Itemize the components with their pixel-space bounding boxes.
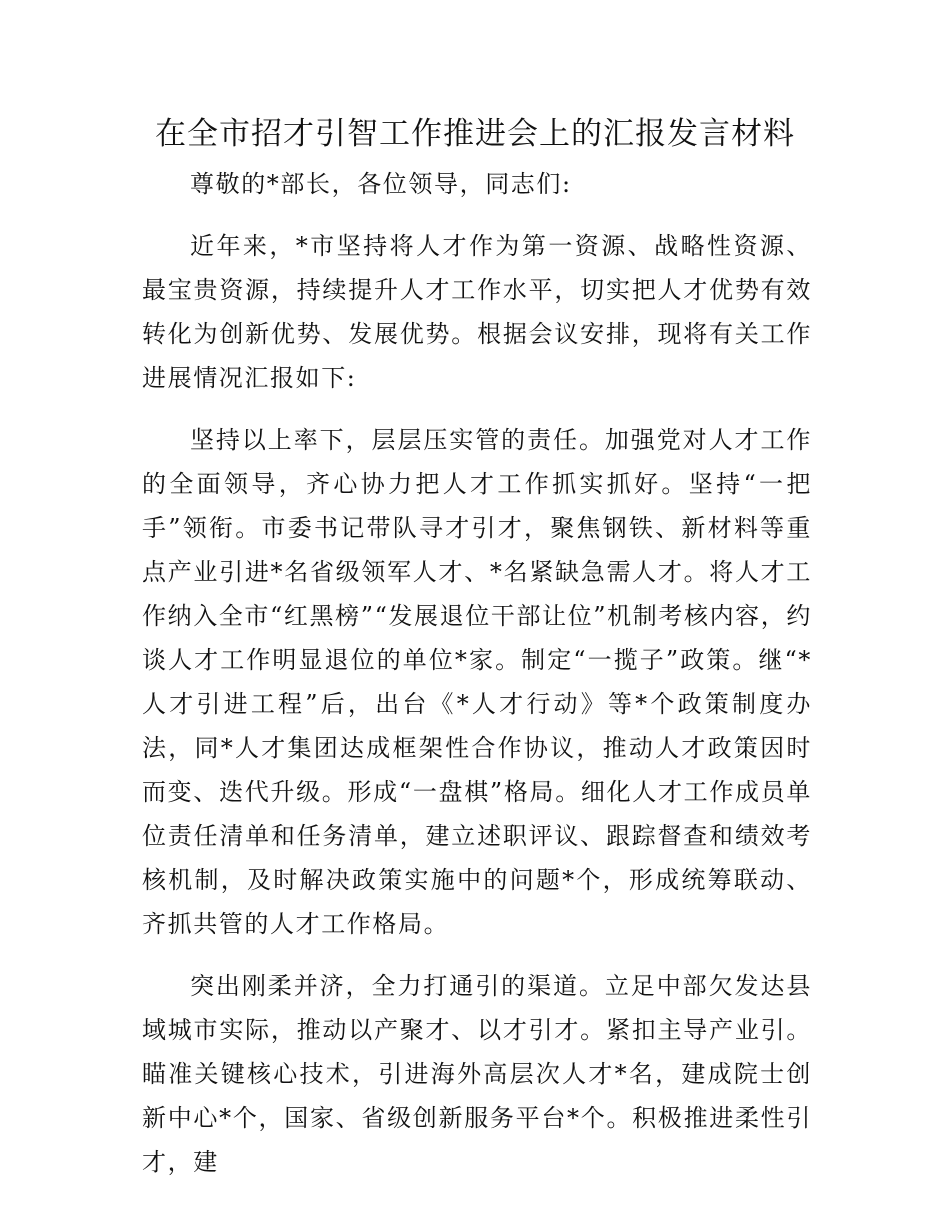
section-paragraph-leadership: 坚持以上率下，层层压实管的责任。加强党对人才工作的全面领导，齐心协力把人才工作抓实抓好。坚持“一把手”领衔。市委书记带队寻才引才，聚焦钢铁、新材料等重点产业引进*名省级领军人才、*名紧缺急需人才。将人才工作纳入全市“红黑榜”“发展退位干部让位”机制考核内容，约谈人才工作明显退位的单位*家。制定“一揽子”政策。继“*人才引进工程”后，出台《*人才行动》等*个政策制度办法，同*人才集团达成框架性合作协议，推动人才政策因时而变、迭代升级。形成“一盘棋”格局。细化人才工作成员单位责任清单和任务清单，建立述职评议、跟踪督查和绩效考核机制，及时解决政策实施中的问题*个，形成统筹联动、齐抓共管的人才工作格局。: [142, 426, 812, 938]
document-title: 在全市招才引智工作推进会上的汇报发言材料: [155, 116, 795, 152]
document-body: [142, 162, 812, 1184]
section-paragraph-channels: 突出刚柔并济，全力打通引的渠道。立足中部欠发达县域城市实际，推动以产聚才、以才引才。紧扣主导产业引。瞄准关键核心技术，引进海外高层次人才*名，建成院士创新中心*个，国家、省级创新服务平台*个。积极推进柔性引才，建: [142, 972, 812, 1176]
intro-paragraph: 近年来，*市坚持将人才作为第一资源、战略性资源、最宝贵资源，持续提升人才工作水平，切实把人才优势有效转化为创新优势、发展优势。根据会议安排，现将有关工作进展情况汇报如下:: [142, 232, 812, 392]
salutation-paragraph: 尊敬的*部长，各位领导，同志们:: [190, 170, 572, 198]
